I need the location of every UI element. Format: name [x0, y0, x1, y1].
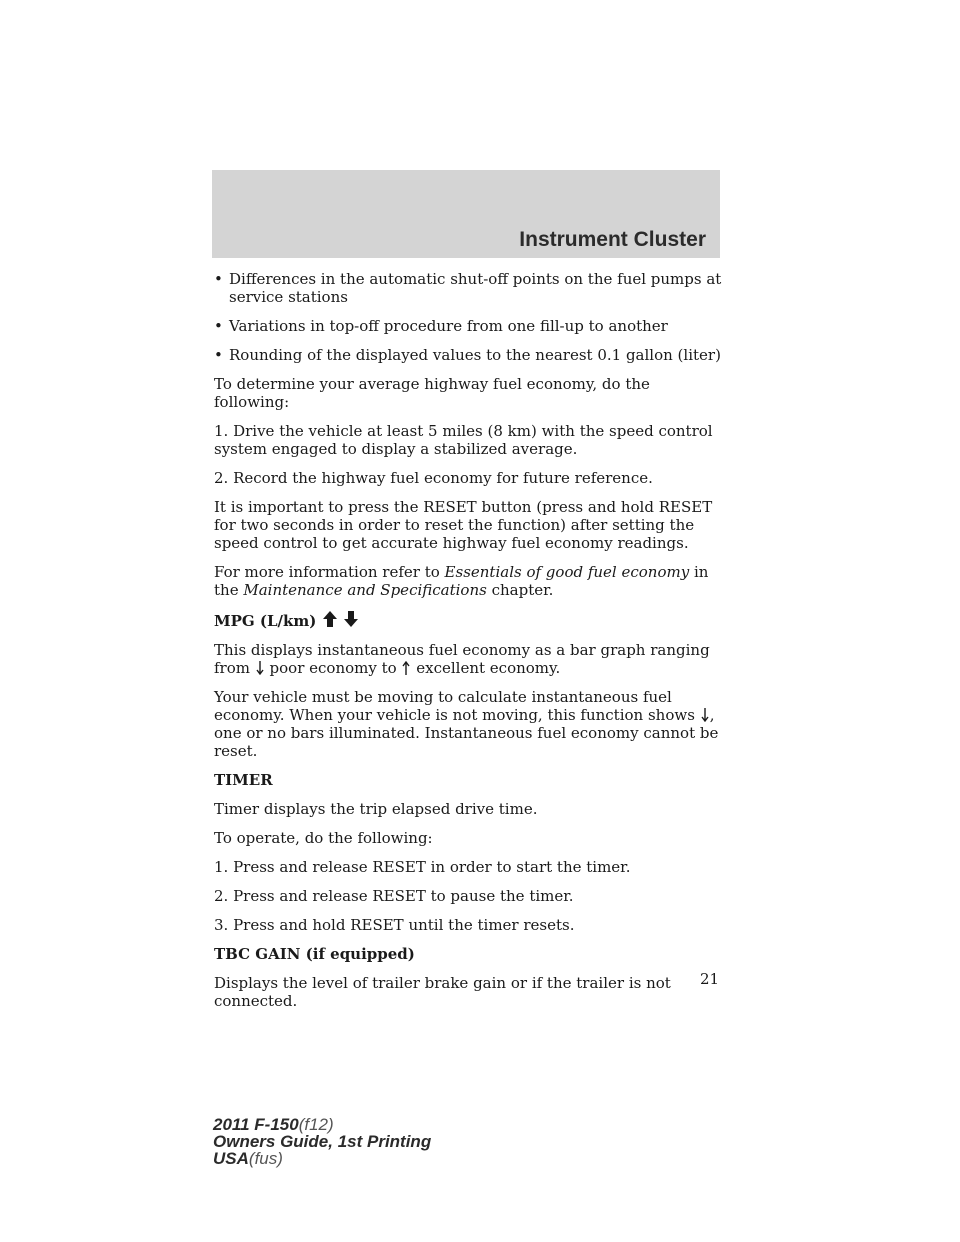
mpg-paragraph-2: Your vehicle must be moving to calculate instantaneous fuel economy. When your vehicle is not moving, this function shows , one or no bars illuminated. Instantaneous fuel economy cannot be reset. — [214, 688, 719, 760]
arrow-up-icon — [402, 661, 410, 675]
section-title: Instrument Cluster — [519, 228, 706, 251]
section-header-band — [212, 170, 720, 258]
arrow-down-icon — [256, 661, 264, 675]
arrow-up-icon — [322, 610, 338, 628]
step-1: 1. Drive the vehicle at least 5 miles (8 km) with the speed control system engaged to display a stabilized average. — [214, 422, 713, 458]
arrow-down-icon — [343, 610, 359, 628]
mpg-paragraph-1: This displays instantaneous fuel economy as a bar graph ranging from poor economy to excellent economy. — [214, 641, 710, 677]
reference-essentials: Essentials of good fuel economy — [444, 563, 690, 581]
footer-line-1: 2011 F-150(f12) — [213, 1115, 334, 1134]
tbc-heading: TBC GAIN (if equipped) — [214, 945, 415, 963]
page-number: 21 — [700, 970, 720, 988]
mpg-heading: MPG (L/km) — [214, 610, 724, 630]
page-content — [214, 270, 724, 1021]
more-info-paragraph: For more information refer to Essentials of good fuel economy in the Maintenance and Specifications chapter. — [214, 563, 709, 599]
timer-intro: To operate, do the following: — [214, 829, 433, 847]
timer-heading: TIMER — [214, 771, 273, 789]
timer-step-2: 2. Press and release RESET to pause the timer. — [214, 887, 574, 905]
intro-paragraph: To determine your average highway fuel economy, do the following: — [214, 375, 650, 411]
document-footer — [213, 1116, 431, 1167]
step-2: 2. Record the highway fuel economy for future reference. — [214, 469, 653, 487]
bullet-item: • Differences in the automatic shut-off points on the fuel pumps at service stations — [214, 270, 722, 306]
bullet-item: • Rounding of the displayed values to the nearest 0.1 gallon (liter) — [214, 346, 721, 364]
reference-maintenance: Maintenance and Specifications — [243, 581, 487, 599]
footer-line-2: Owners Guide, 1st Printing — [213, 1132, 432, 1151]
bullet-item: • Variations in top-off procedure from one fill-up to another — [214, 317, 668, 335]
timer-step-3: 3. Press and hold RESET until the timer resets. — [214, 916, 575, 934]
footer-line-3: USA(fus) — [213, 1149, 283, 1168]
timer-step-1: 1. Press and release RESET in order to start the timer. — [214, 858, 631, 876]
tbc-description: Displays the level of trailer brake gain or if the trailer is not connected. — [214, 974, 671, 1010]
arrow-down-icon — [701, 708, 709, 722]
reset-note: It is important to press the RESET button (press and hold RESET for two seconds in order to reset the function) after setting the speed control to get accurate highway fuel economy readings. — [214, 498, 713, 552]
timer-description: Timer displays the trip elapsed drive time. — [214, 800, 538, 818]
